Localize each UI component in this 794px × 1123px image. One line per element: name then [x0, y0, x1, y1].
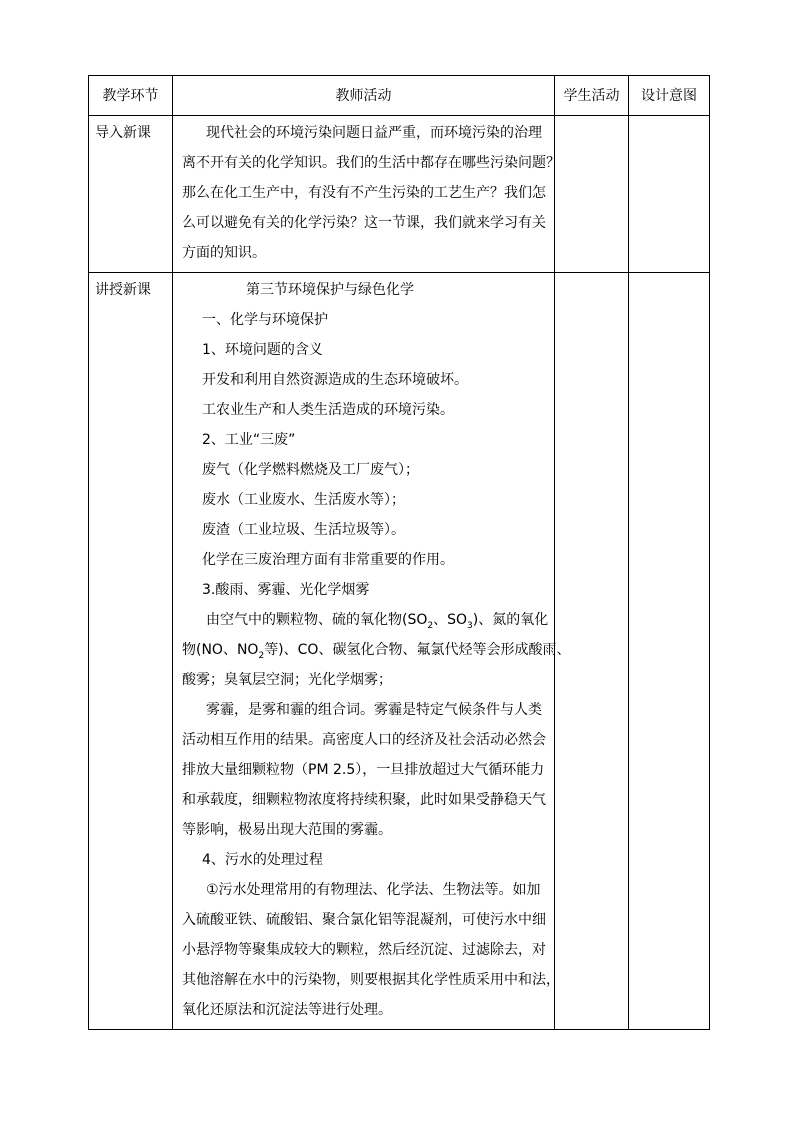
content-line: 3.酸雨、雾霾、光化学烟雾: [202, 582, 370, 598]
acid-rain-line-2: 物(NO、$NO_2$等)、CO、碳氢化合物、氟氯代烃等会形成酸雨、: [182, 642, 571, 661]
table-row-intro: [89, 116, 710, 273]
sewage-line: 氧化还原法和沉淀法等进行处理。: [182, 1002, 392, 1018]
acid-rain-line-3: 酸雾；臭氧层空洞；光化学烟雾；: [182, 672, 392, 688]
content-line: 1、环境问题的含义: [202, 342, 323, 358]
intro-line: 那么在化工生产中，有没有不产生污染的工艺生产？我们怎: [182, 185, 546, 201]
header-stage: 教学环节: [89, 76, 173, 116]
content-line: 一、化学与环境保护: [202, 312, 328, 328]
content-line: 开发和利用自然资源造成的生态环境破坏。: [202, 372, 468, 388]
table-row-new-lesson: [89, 273, 710, 1030]
sewage-line: 小悬浮物等聚集成较大的颗粒，然后经沉淀、过滤除去，对: [182, 942, 546, 958]
intro-line: 么可以避免有关的化学污染？这一节课，我们就来学习有关: [182, 215, 546, 231]
stage-label: 导入新课: [95, 125, 151, 141]
content-line: 化学在三废治理方面有非常重要的作用。: [202, 552, 454, 568]
content-line: 2、工业“三废”: [202, 432, 296, 448]
teacher-cell-new-lesson: [173, 273, 571, 1030]
haze-line: 雾霾，是雾和霾的组合词。雾霾是特定气候条件与人类: [206, 702, 542, 718]
stage-cell-intro: [89, 116, 173, 273]
haze-line: 等影响，极易出现大范围的雾霾。: [182, 822, 392, 838]
content-line: 工农业生产和人类生活造成的环境污染。: [202, 402, 454, 418]
intro-line: 现代社会的环境污染问题日益严重，而环境污染的治理: [206, 125, 542, 141]
stage-cell-new-lesson: [89, 273, 173, 1030]
intro-line: 离不开有关的化学知识。我们的生活中都存在哪些污染问题？: [182, 155, 560, 171]
haze-line: 活动相互作用的结果。高密度人口的经济及社会活动必然会: [182, 732, 546, 748]
haze-line: 和承载度，细颗粒物浓度将持续积聚，此时如果受静稳天气: [182, 792, 546, 808]
header-design-intent: 设计意图: [629, 76, 710, 116]
stage-label: 讲授新课: [95, 282, 151, 298]
content-line: 废渣（工业垃圾、生活垃圾等）。: [202, 522, 405, 538]
sewage-line: ①污水处理常用的有物理法、化学法、生物法等。如加: [206, 882, 541, 898]
header-student-activity: 学生活动: [555, 76, 629, 116]
intro-line: 方面的知识。: [182, 245, 266, 261]
sewage-line: 入硫酸亚铁、硫酸铝、聚合氯化铝等混凝剂，可使污水中细: [182, 912, 546, 928]
section-title: 第三节环境保护与绿色化学: [246, 282, 414, 298]
header-teacher-activity: 教师活动: [173, 76, 555, 116]
sewage-line: 其他溶解在水中的污染物，则要根据其化学性质采用中和法，: [182, 972, 560, 988]
table-header-row: [89, 76, 710, 116]
content-line: 废水（工业废水、生活废水等）；: [202, 492, 405, 508]
design-cell-intro: [629, 116, 710, 273]
sewage-title: 4、污水的处理过程: [202, 852, 323, 868]
design-cell-new-lesson: [629, 273, 710, 1030]
acid-rain-line-1: 由空气中的颗粒物、硫的氧化物($SO_2$、$SO_3$)、氮的氧化: [206, 612, 549, 631]
content-line: 废气（化学燃料燃烧及工厂废气）；: [202, 462, 419, 478]
haze-line: 排放大量细颗粒物（PM 2.5），一旦排放超过大气循环能力: [182, 762, 545, 778]
student-cell-intro: [555, 116, 629, 273]
lesson-plan-table: [88, 75, 710, 1030]
teacher-cell-intro: [173, 116, 560, 273]
